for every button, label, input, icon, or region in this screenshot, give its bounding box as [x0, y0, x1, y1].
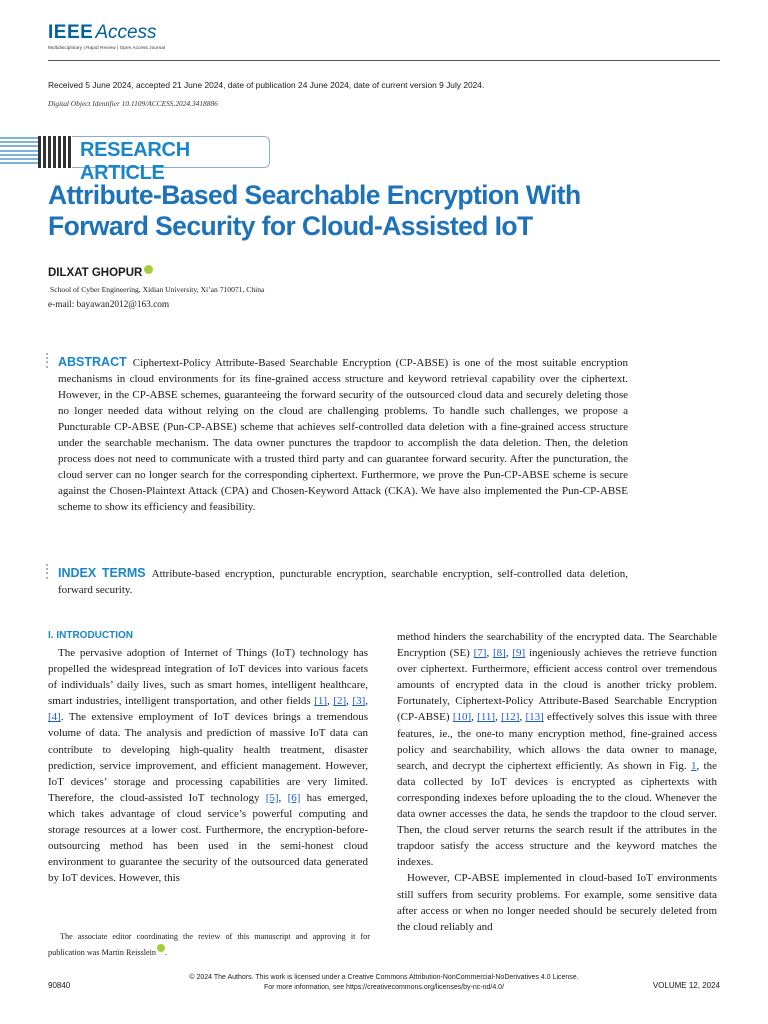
abstract-label: ABSTRACT [58, 355, 127, 369]
journal-tagline: Multidisciplinary | Rapid Review | Open Access Journal [48, 45, 166, 50]
citation-link[interactable]: [11] [477, 711, 496, 724]
citation-link[interactable]: [3] [352, 695, 366, 708]
author [48, 267, 153, 279]
logo-ieee: IEEE [48, 22, 94, 43]
article-type: RESEARCH ARTICLE [80, 139, 190, 184]
index-terms-dots [46, 564, 49, 581]
citation-link[interactable]: [2] [333, 695, 347, 708]
citation-link[interactable]: [8] [493, 647, 506, 660]
abstract-dots [46, 353, 49, 370]
body-column-left [48, 629, 368, 886]
index-terms-label: INDEX TERMS [58, 566, 146, 580]
page-number: 90840 [48, 981, 71, 990]
paragraph: The pervasive adoption of Internet of Things (IoT) technology has propelled the widespread integration of IoT devices into various facets of individuals’ daily lives, such as smart homes, intelligent healthcare, smart industries, intelligent transportation, and other fields [1], [2], [3], [4]. The extensive employment of IoT devices brings a tremendous volume of data. The analysis and prediction of massive IoT data can contribute to developing high-quality health treatment, disaster prediction, service improvement, and efficient management. However, IoT devices’ storage and processing capabilities are very limited. Therefore, the cloud-assisted IoT technology [5], [6] has emerged, which takes advantage of cloud service’s powerful computing and storage resources at a lower cost. Furthermore, the encryption-before-outsourcing method has been used in the semi-honest cloud environment to guarantee the security of the outsourced data generated by IoT devices. However, this [48, 647, 368, 885]
title-line-2: Forward Security for Cloud-Assisted IoT [48, 211, 533, 241]
citation-link[interactable]: [9] [512, 647, 526, 660]
logo-access: Access [95, 22, 157, 43]
citation-link[interactable]: [7] [473, 647, 487, 660]
paper-title [48, 180, 668, 242]
paragraph: method hinders the searchability of the encrypted data. The Searchable Encryption (SE) [7], [8], [9] ingeniously achieves the retrieve function over ciphertext. Furthermore, efficient access control over tremendous amounts of encrypted data in the cloud is another tricky problem. Fortunately, Ciphertext-Policy Attribute-Based Searchable Encryption (CP-ABSE) [10], [11], [12], [13] effectively solves this issue with three features, ie., the one-to many encryption method, fine-grained access policy and searchability, which allows the data owner to manage, search, and decrypt the ciphertext efficiently. As shown in Fig. 1, the data collected by IoT devices is encrypted as ciphertexts with corresponding indexes before uploading the to the cloud. Whenever the data owner accesses the data, he sends the trapdoor to the cloud server. Then, the cloud server returns the search result if the attributes in the trapdoor satisfy the access structure and the keyword matches the indexes. [397, 631, 718, 869]
research-article-banner [0, 135, 275, 184]
abstract [58, 354, 628, 515]
editor-footnote: The associate editor coordinating the review of this manuscript and approving it for publication was Martin Reisslein . [48, 932, 370, 957]
orcid-icon[interactable] [157, 944, 165, 952]
index-terms-text: Attribute-based encryption, puncturable encryption, searchable encryption, self-controlled data deletion, forward security. [58, 568, 628, 596]
body-column-right [397, 629, 717, 935]
author-name: DILXAT GHOPUR [48, 267, 143, 279]
citation-link[interactable]: [4] [48, 711, 61, 724]
citation-link[interactable]: [6] [287, 791, 301, 804]
header-divider [48, 60, 720, 61]
index-terms [58, 565, 628, 598]
abstract-text: Ciphertext-Policy Attribute-Based Searchable Encryption (CP-ABSE) is one of the most suitable encryption mechanisms in cloud environments for its fine-grained access structure and keyword retrieval capability over the ciphertext. However, in the CP-ABSE schemes, guaranteeing the forward security of the outsourced cloud data and securely deleting those no longer needed data without relying on the cloud are challenging problems. To handle such challenges, we propose a Puncturable CP-ABSE (Pun-CP-ABSE) scheme that achieves self-controlled data deletion with a fine-grained access structure under the searchable mechanism. The data owner punctures the trapdoor to accomplish the data deletion. Then, the deletion process does not need to communicate with a trusted third party and can guarantee forward security. After the puncturation, the cloud server can no longer search for the corresponding ciphertext. Furthermore, we prove the Pun-CP-ABSE scheme is secure against the Chosen-Plaintext Attack (CPA) and Chosen-Keyword Attack (CKA). We have also implemented the Pun-CP-ABSE scheme to show its efficiency and feasibility. [58, 357, 628, 513]
orcid-icon[interactable] [144, 265, 153, 274]
affiliation: School of Cyber Engineering, Xidian University, Xi’an 710071, China [50, 285, 265, 294]
citation-link[interactable]: [13] [525, 711, 544, 724]
citation-link[interactable]: [5] [265, 791, 279, 804]
doi[interactable]: Digital Object Identifier 10.1109/ACCESS.2024.3418886 [48, 99, 218, 108]
title-line-1: Attribute-Based Searchable Encryption With [48, 180, 581, 210]
banner-bars [38, 136, 72, 168]
banner-stripes [0, 137, 38, 167]
paragraph: However, CP-ABSE implemented in cloud-based IoT environments still suffers from security problems. For example, some sensitive data after access or when no longer needed should be securely deleted from the cloud reliably and [397, 872, 717, 933]
received-dates: Received 5 June 2024, accepted 21 June 2024, date of publication 24 June 2024, date of current version 9 July 2024. [48, 80, 485, 90]
author-email[interactable]: e-mail: bayawan2012@163.com [48, 300, 170, 310]
journal-masthead [48, 22, 165, 50]
journal-logo [48, 22, 165, 44]
citation-link[interactable]: [10] [452, 711, 472, 724]
citation-link[interactable]: [1] [314, 695, 327, 708]
license-url[interactable]: For more information, see https://creativecommons.org/licenses/by-nc-nd/4.0/ [263, 984, 505, 991]
section-heading: I. INTRODUCTION [48, 630, 133, 641]
license-line: © 2024 The Authors. This work is licensed under a Creative Commons Attribution-NonCommercial-NoDerivatives 4.0 License. [189, 974, 579, 981]
citation-link[interactable]: [12] [501, 711, 520, 724]
figure-link[interactable]: 1 [690, 759, 697, 772]
volume-info: VOLUME 12, 2024 [652, 981, 720, 990]
